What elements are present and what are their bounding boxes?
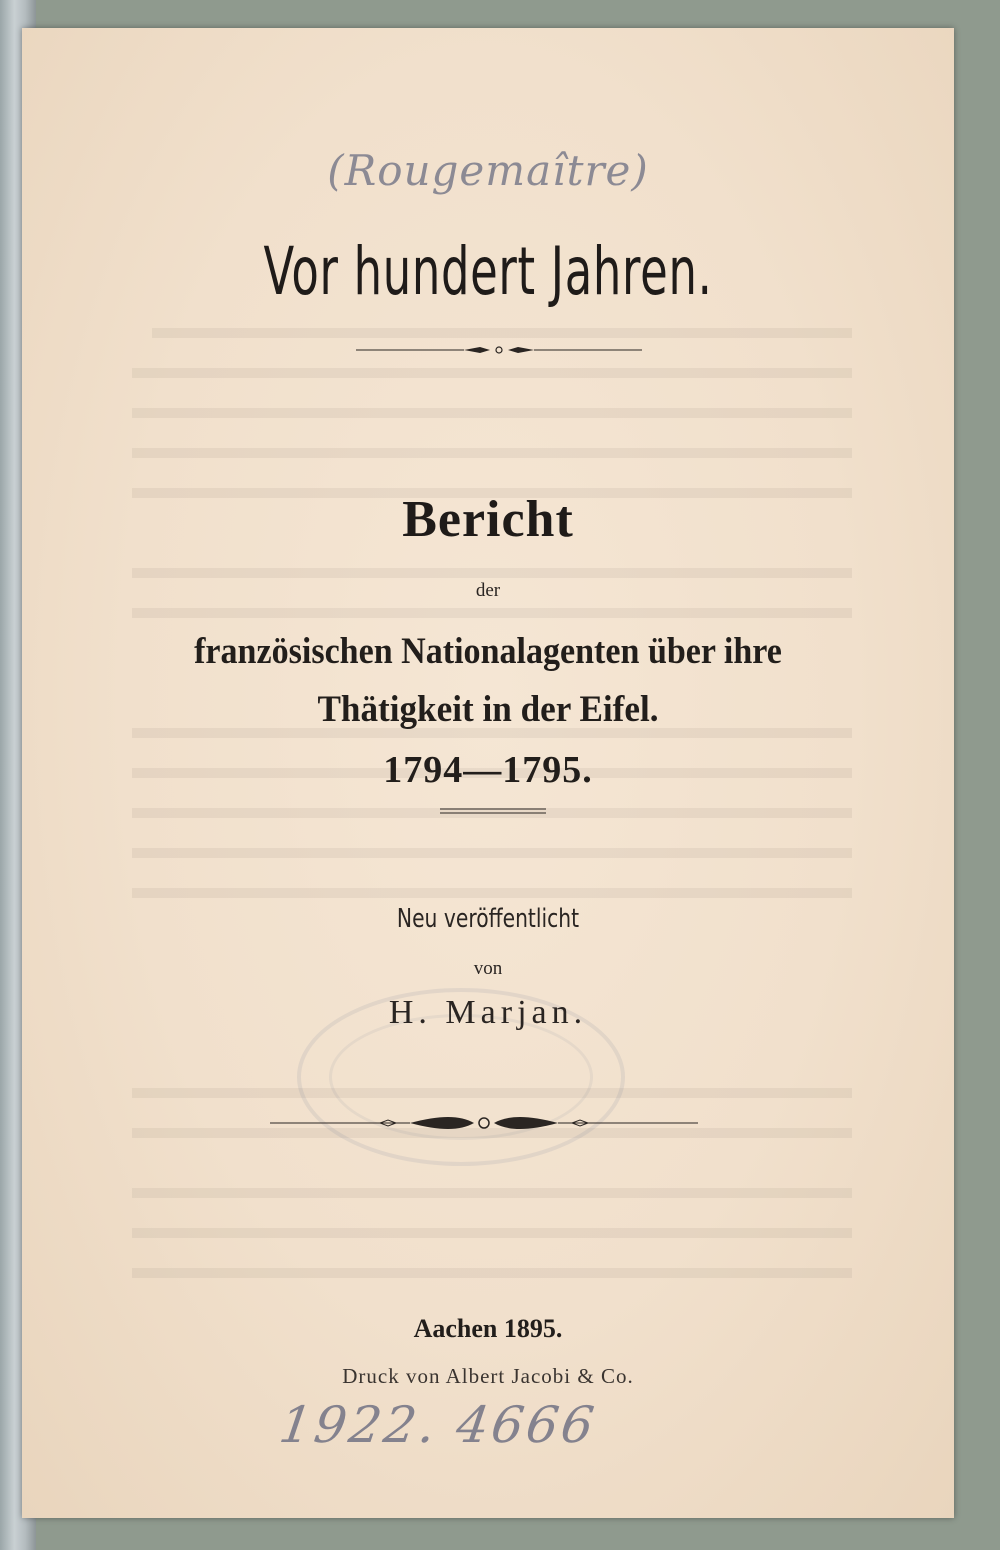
printer-imprint: Druck von Albert Jacobi & Co. [342,1364,634,1388]
author-name: H. Marjan. [388,994,588,1031]
double-rule-divider [440,806,546,816]
republished-note: Neu veröffentlicht [396,904,580,934]
page-title: Vor hundert Jahren. [263,233,713,310]
handwritten-accession-number: 1922. 4666 [275,1396,601,1454]
bericht-heading: Bericht [402,491,574,548]
years-range: 1794—1795. [383,749,593,791]
von-text: von [473,958,503,979]
ornament-divider-top [356,342,642,358]
handwritten-author-note: (Rougemaître) [327,146,649,195]
ornament-divider-bottom [270,1113,698,1133]
place-and-year: Aachen 1895. [413,1314,563,1343]
subtitle-line-1: französischen Nationalagenten über ihre [194,631,782,672]
subtitle-line-2: Thätigkeit in der Eifel. [317,689,659,730]
title-page [22,28,954,1518]
der-text: der [475,580,501,601]
